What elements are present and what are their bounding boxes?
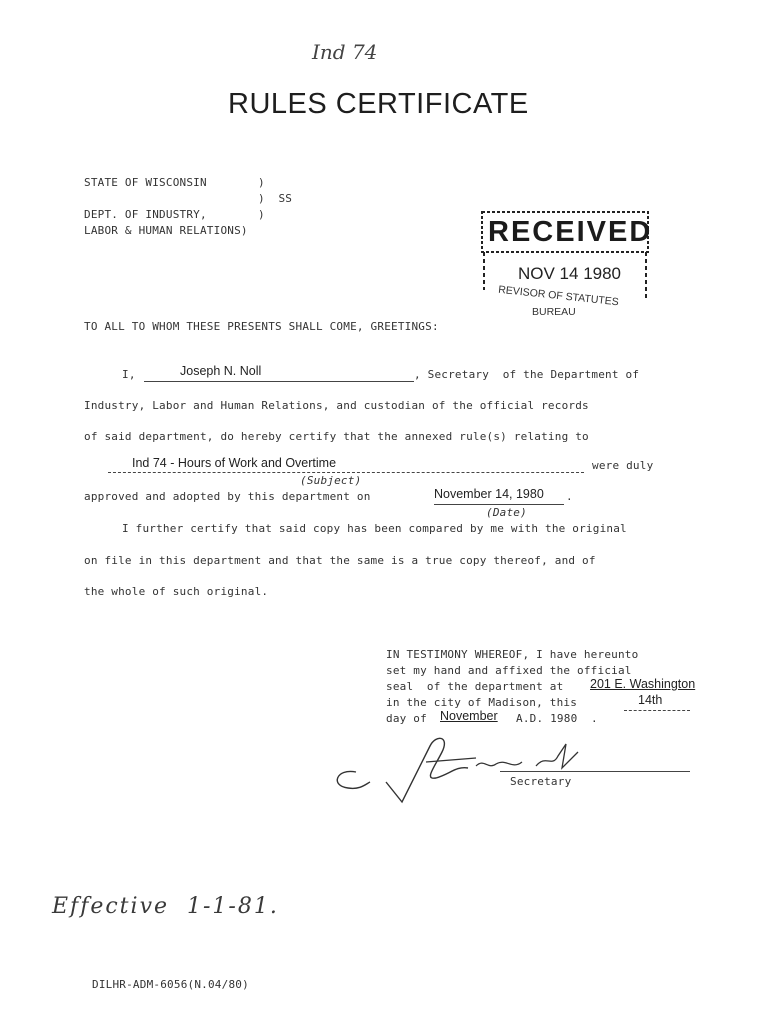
date-caption: (Date) — [486, 506, 527, 519]
secretary-text: , Secretary of the Department of — [414, 368, 640, 381]
i-label: I, — [122, 368, 136, 381]
testimony-line-4: in the city of Madison, this — [386, 696, 578, 709]
further-line-1: I further certify that said copy has been compared by me with the original — [122, 522, 627, 535]
greeting: TO ALL TO WHOM THESE PRESENTS SHALL COME, GREETINGS: — [84, 320, 439, 333]
stamp-bureau-line-2: BUREAU — [532, 306, 576, 318]
page-title: RULES CERTIFICATE — [228, 88, 529, 120]
further-line-3: the whole of such original. — [84, 585, 269, 598]
signature — [326, 728, 606, 808]
testimony-line-2: set my hand and affixed the official — [386, 664, 632, 677]
testimony-address: 201 E. Washington — [590, 677, 696, 691]
received-stamp — [476, 208, 656, 328]
body-line-2: Industry, Labor and Human Relations, and custodian of the official records — [84, 399, 589, 412]
testimony-line-1: IN TESTIMONY WHEREOF, I have hereunto — [386, 648, 639, 661]
body-line-3: of said department, do hereby certify that the annexed rule(s) relating to — [84, 430, 589, 443]
name-underline — [144, 381, 414, 382]
stamp-bureau-line-1: REVISOR OF STATUTES — [497, 283, 620, 309]
further-line-2: on file in this department and that the same is a true copy thereof, and of — [84, 554, 596, 567]
subject-caption: (Subject) — [300, 474, 362, 487]
stamp-date: NOV 14 1980 — [518, 264, 622, 283]
signature-caption: Secretary — [510, 775, 572, 788]
testimony-line-5: day of — [386, 712, 427, 725]
adoption-date: November 14, 1980 — [434, 487, 544, 501]
date-suffix: . — [566, 490, 573, 503]
form-number: DILHR-ADM-6056(N.04/80) — [92, 978, 249, 991]
signature-line — [500, 771, 690, 772]
date-underline — [434, 504, 564, 505]
subject-value: Ind 74 - Hours of Work and Overtime — [132, 456, 337, 470]
testimony-month: November — [440, 709, 498, 723]
day-underline — [624, 710, 690, 711]
venue-paren-3: ) — [258, 208, 265, 221]
venue-ss: ) SS — [258, 192, 293, 205]
dept-line-1: DEPT. OF INDUSTRY, — [84, 208, 207, 221]
stamp-received: RECEIVED — [488, 216, 653, 248]
state-label: STATE OF WISCONSIN — [84, 176, 207, 189]
effective-note: Effective 1-1-81. — [52, 894, 279, 919]
subject-underline — [108, 472, 584, 473]
handwritten-note: Ind 74 — [312, 40, 378, 64]
were-duly: were duly — [592, 459, 654, 472]
testimony-line-3: seal of the department at — [386, 680, 564, 693]
certifier-name: Joseph N. Noll — [180, 364, 262, 378]
approved-text: approved and adopted by this department on — [84, 490, 371, 503]
testimony-year: A.D. 1980 . — [516, 712, 598, 725]
signature-scrawl — [326, 728, 606, 808]
dept-line-2: LABOR & HUMAN RELATIONS) — [84, 224, 248, 237]
testimony-day: 14th — [638, 693, 663, 707]
venue-paren-1: ) — [258, 176, 265, 189]
